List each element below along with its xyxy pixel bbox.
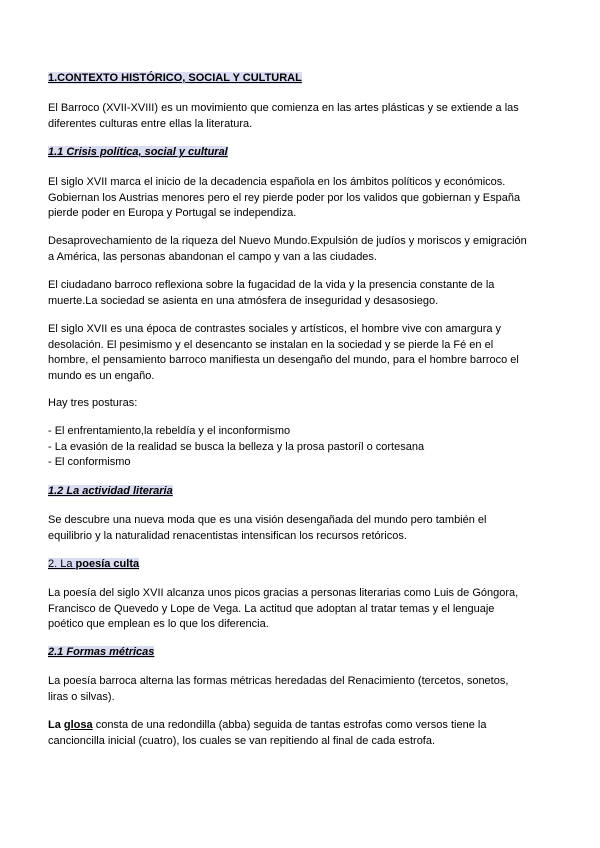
paragraph-line: hombre, el pensamiento barroco manifiesta un desengaño del mundo, para el hombre barroco el (48, 354, 519, 366)
list-item: - El enfrentamiento,la rebeldía y el inconformismo (48, 425, 291, 437)
paragraph-ciudadano (48, 278, 553, 309)
intro-paragraph (48, 101, 553, 132)
paragraph-line: equilibrio y la naturalidad renacentistas intensifican los recursos retóricos. (48, 529, 407, 542)
heading-1-2-text: 1.2 La actividad literaria (48, 485, 173, 497)
heading-formas-metricas (48, 645, 553, 661)
heading-crisis (48, 145, 553, 161)
heading-actividad-literaria (48, 484, 553, 500)
paragraph-decadencia (48, 175, 553, 222)
paragraph-line: desolación. El pesimismo y el desencanto se instalan en la sociedad y se pierde la Fé en el (48, 338, 494, 351)
paragraph-line: La poesía barroca alterna las formas métricas heredadas del Renacimiento (tercetos, sonetos, (48, 675, 509, 687)
paragraph-nuevo-mundo (48, 234, 553, 265)
posturas-list (48, 424, 553, 471)
paragraph-line: El Barroco (XVII-XVIII) es un movimiento que comienza en las artes plásticas y se extiende a las (48, 102, 519, 114)
paragraph-line: El ciudadano barroco reflexiona sobre la fugacidad de la vida y la presencia constante de la (48, 279, 495, 291)
paragraph-line: Se descubre una nueva moda que es una visión desengañada del mundo pero también el (48, 514, 487, 526)
paragraph-line: cancioncilla inicial (cuatro), los cuales se van repitiendo al final de cada estrofa. (48, 734, 436, 747)
paragraph-line: pierde poder en Europa y Portugal se independiza. (48, 207, 297, 219)
paragraph-line: poético que emplean es lo que los diferencia. (48, 618, 269, 630)
glosa-term: glosa (63, 719, 93, 731)
paragraph-line: El siglo XVII es una época de contrastes sociales y artísticos, el hombre vive con amargura y (48, 323, 502, 335)
heading-poesia-culta (48, 557, 553, 573)
heading-1-1-text: 1.1 Crisis política, social y cultural (48, 146, 228, 158)
paragraph-line: Francisco de Quevedo y Lope de Vega. La actitud que adoptan al tratar temas y el lenguaje (48, 602, 495, 615)
paragraph-line: diferentes culturas entre ellas la literatura. (48, 117, 253, 130)
paragraph-glosa (48, 718, 553, 749)
list-item: - La evasión de la realidad se busca la belleza y la prosa pastoríl o cortesana (48, 440, 425, 453)
glosa-line-1-rest: consta de una redondilla (abba) seguida de tantas estrofas como versos tiene la (92, 719, 487, 731)
paragraph-line: El siglo XVII marca el inicio de la decadencia española en los ámbitos políticos y económicos. (48, 176, 506, 188)
paragraph-posturas (48, 396, 553, 412)
list-item: - El conformismo (48, 456, 131, 468)
heading-2-1-text: 2.1 Formas métricas (48, 646, 155, 658)
heading-2-text (48, 558, 139, 570)
paragraph-contrastes (48, 322, 553, 384)
glosa-prefix: La (48, 719, 64, 731)
paragraph-line: La poesía del siglo XVII alcanza unos picos gracias a personas literarias como Luis de Góngora, (48, 587, 519, 599)
paragraph-line: a América, las personas abandonan el campo y van a las ciudades. (48, 250, 377, 263)
paragraph-line: mundo es un engaño. (48, 369, 155, 382)
heading-2-bold: poesía culta (75, 558, 140, 570)
paragraph-line: muerte.La sociedad se asienta en una atmósfera de inseguridad y desasosiego. (48, 294, 439, 307)
paragraph-line: liras o silvas). (48, 690, 115, 703)
heading-contexto (48, 71, 553, 87)
paragraph-line: Hay tres posturas: (48, 397, 138, 409)
paragraph-nueva-moda (48, 513, 553, 544)
paragraph-poesia-siglo (48, 586, 553, 633)
paragraph-line: Desaprovechamiento de la riqueza del Nuevo Mundo.Expulsión de judíos y moriscos y emigración (48, 235, 527, 247)
paragraph-formas (48, 674, 553, 705)
heading-2-prefix: 2. La (48, 558, 76, 570)
heading-1-text: 1.CONTEXTO HISTÓRICO, SOCIAL Y CULTURAL (48, 72, 302, 84)
paragraph-line: Gobiernan los Austrias menores pero el rey pierde poder por los validos que gobiernan y España (48, 191, 521, 204)
